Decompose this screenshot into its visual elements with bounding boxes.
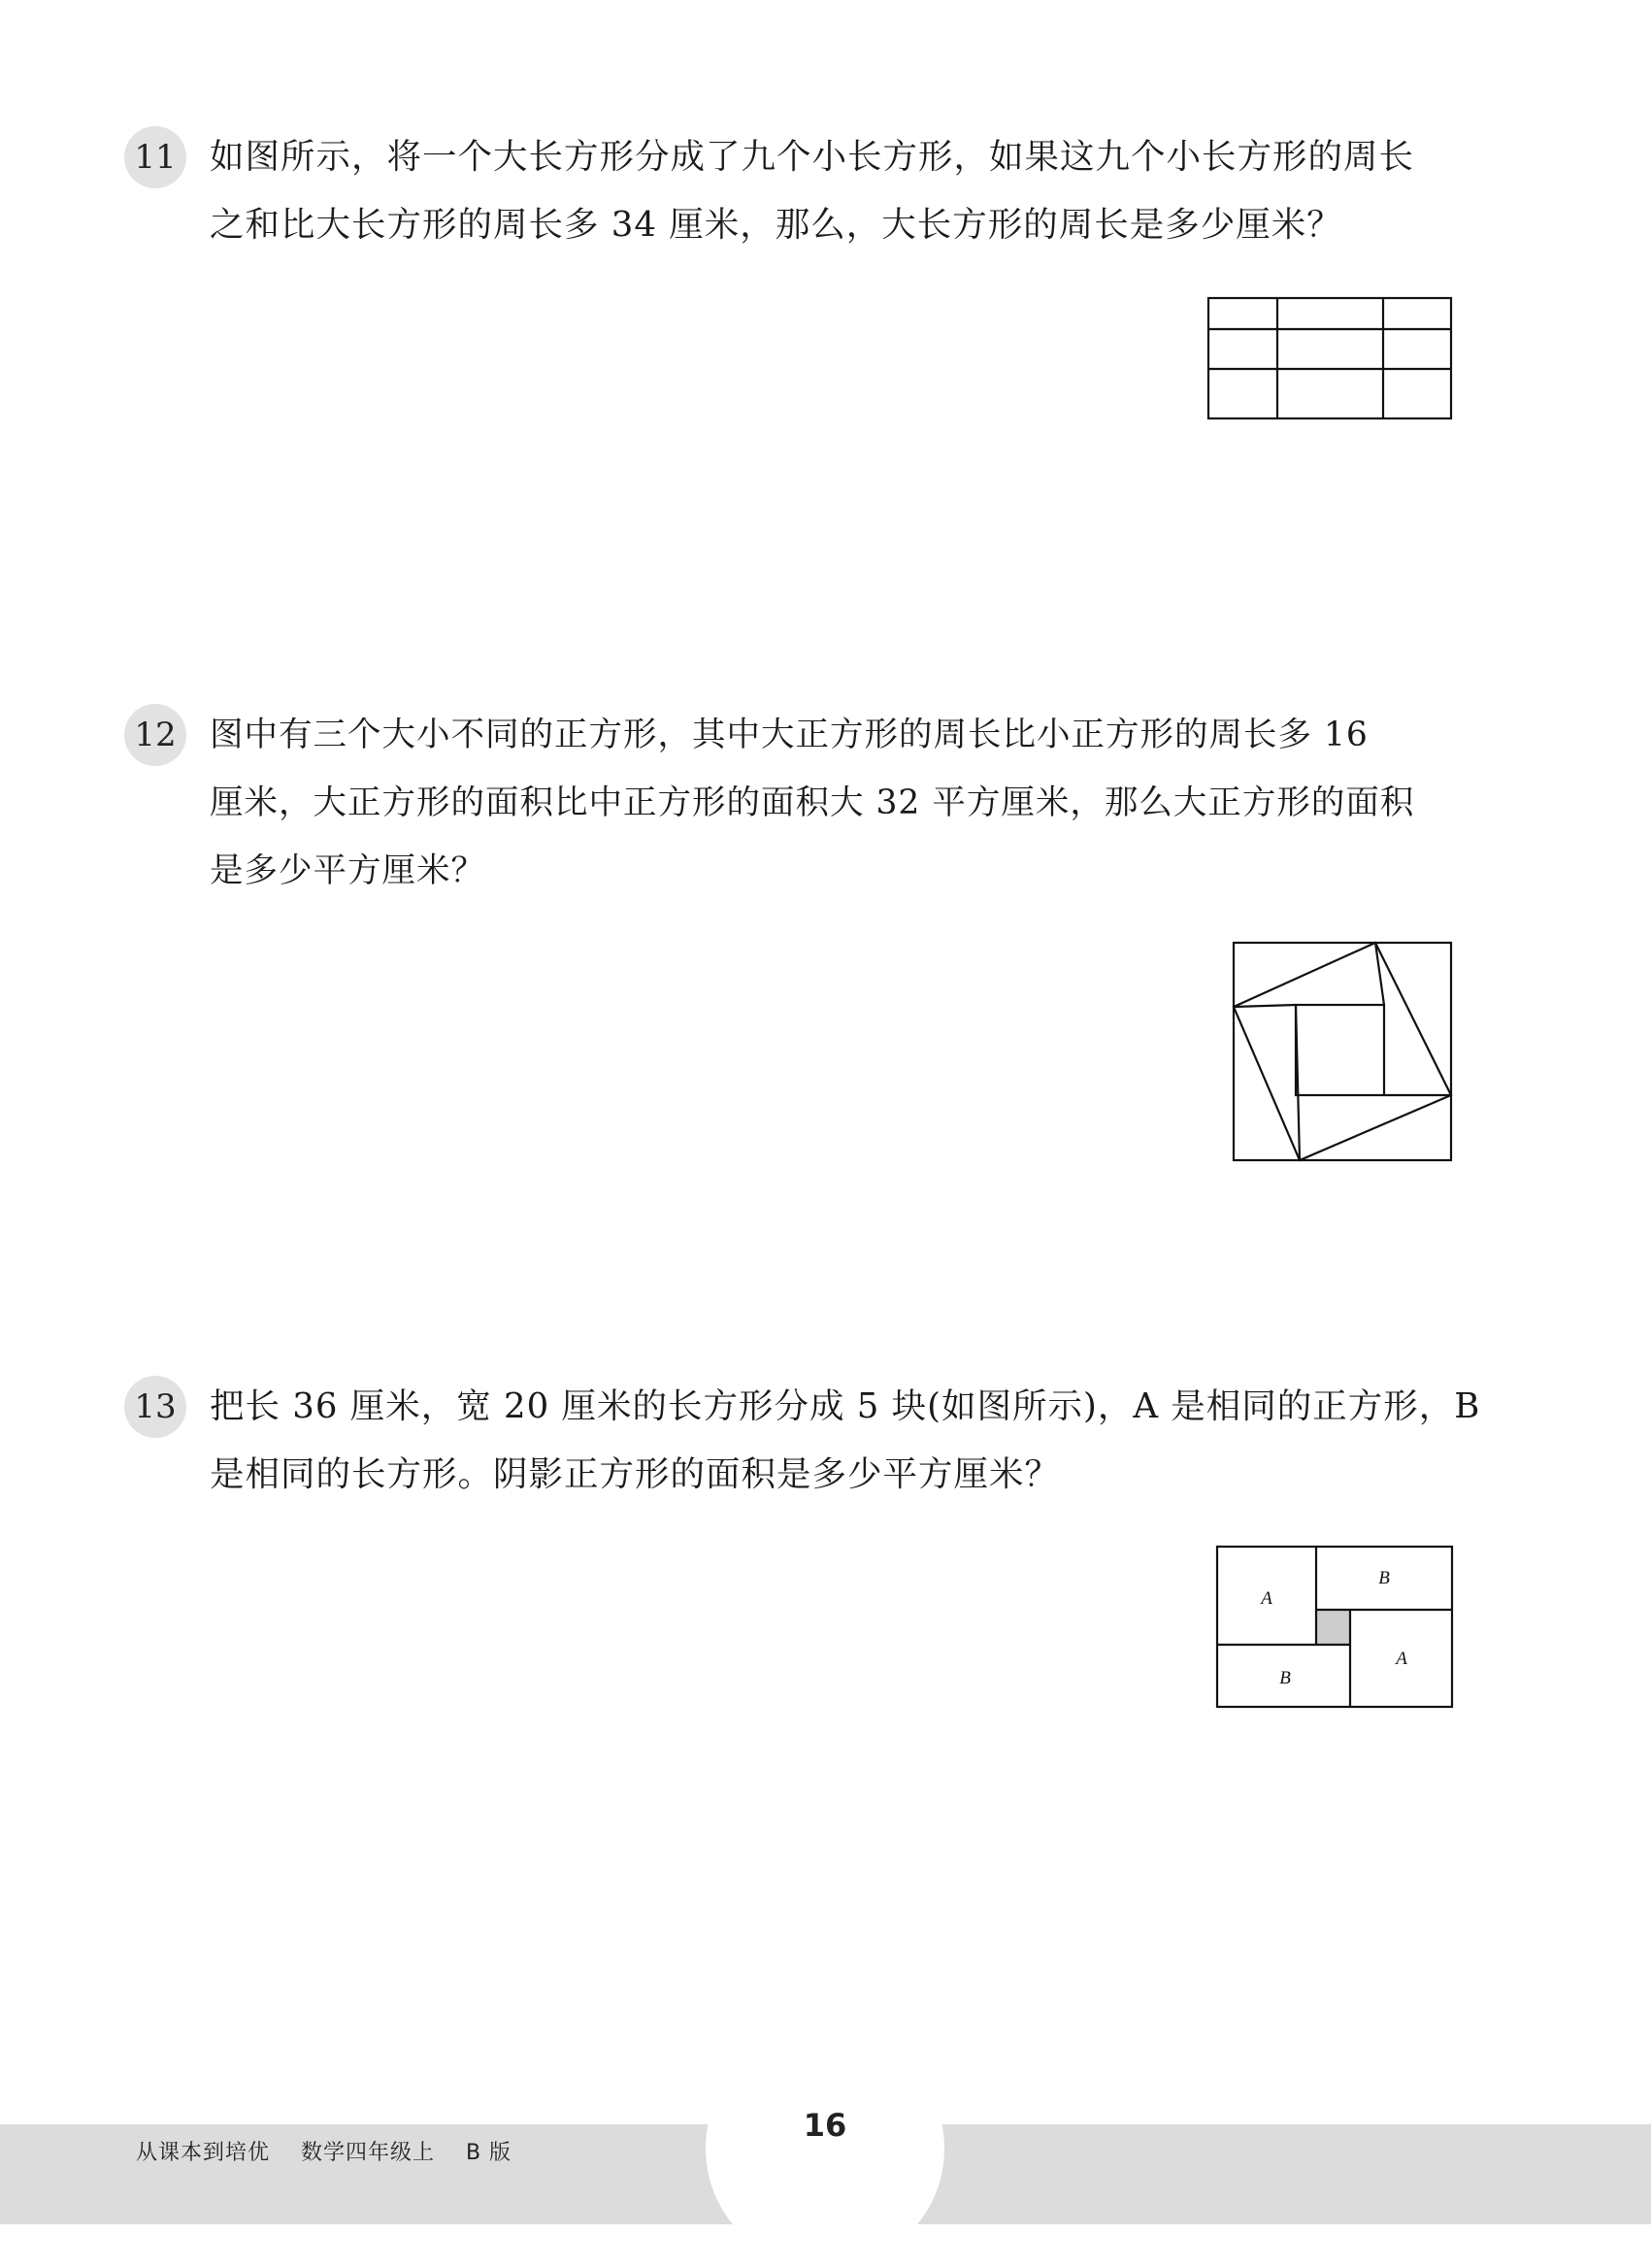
problem-line: 图中有三个大小不同的正方形，其中大正方形的周长比小正方形的周长多 16 (210, 716, 1369, 754)
problem-number-badge: 12 (124, 704, 186, 766)
label-b: B (1378, 1568, 1390, 1588)
problem-line: 把长 36 厘米，宽 20 厘米的长方形分成 5 块(如图所示)，A 是相同的正方形，B (210, 1386, 1481, 1426)
shaded-square (1316, 1610, 1350, 1645)
five-piece-rectangle-figure (1213, 1544, 1456, 1709)
label-a: A (1396, 1649, 1407, 1669)
problem-line: 如图所示，将一个大长方形分成了九个小长方形，如果这九个小长方形的周长 (210, 137, 1415, 177)
problem-number-badge: 11 (124, 126, 186, 188)
problem-line: 之和比大长方形的周长多 34 厘米，那么，大长方形的周长是多少厘米？ (210, 205, 1342, 245)
page-number-tab (706, 2029, 944, 2268)
label-b: B (1279, 1668, 1291, 1688)
nine-rectangle-figure (1204, 294, 1456, 422)
book-title: 从课本到培优 数学四年级上 B 版 (136, 2141, 512, 2165)
label-a: A (1261, 1588, 1272, 1609)
problem-line: 厘米，大正方形的面积比中正方形的面积大 32 平方厘米，那么大正方形的面积 (210, 784, 1415, 822)
problem-number-badge: 13 (124, 1376, 186, 1438)
problem-line: 是相同的长方形。阴影正方形的面积是多少平方厘米？ (210, 1454, 1061, 1494)
problem-line: 是多少平方厘米？ (210, 851, 485, 890)
page-number: 16 (803, 2107, 847, 2144)
nested-squares-figure (1228, 939, 1456, 1164)
problem-text (210, 123, 1491, 259)
problem-text (210, 1373, 1491, 1509)
problem-text (210, 701, 1491, 905)
